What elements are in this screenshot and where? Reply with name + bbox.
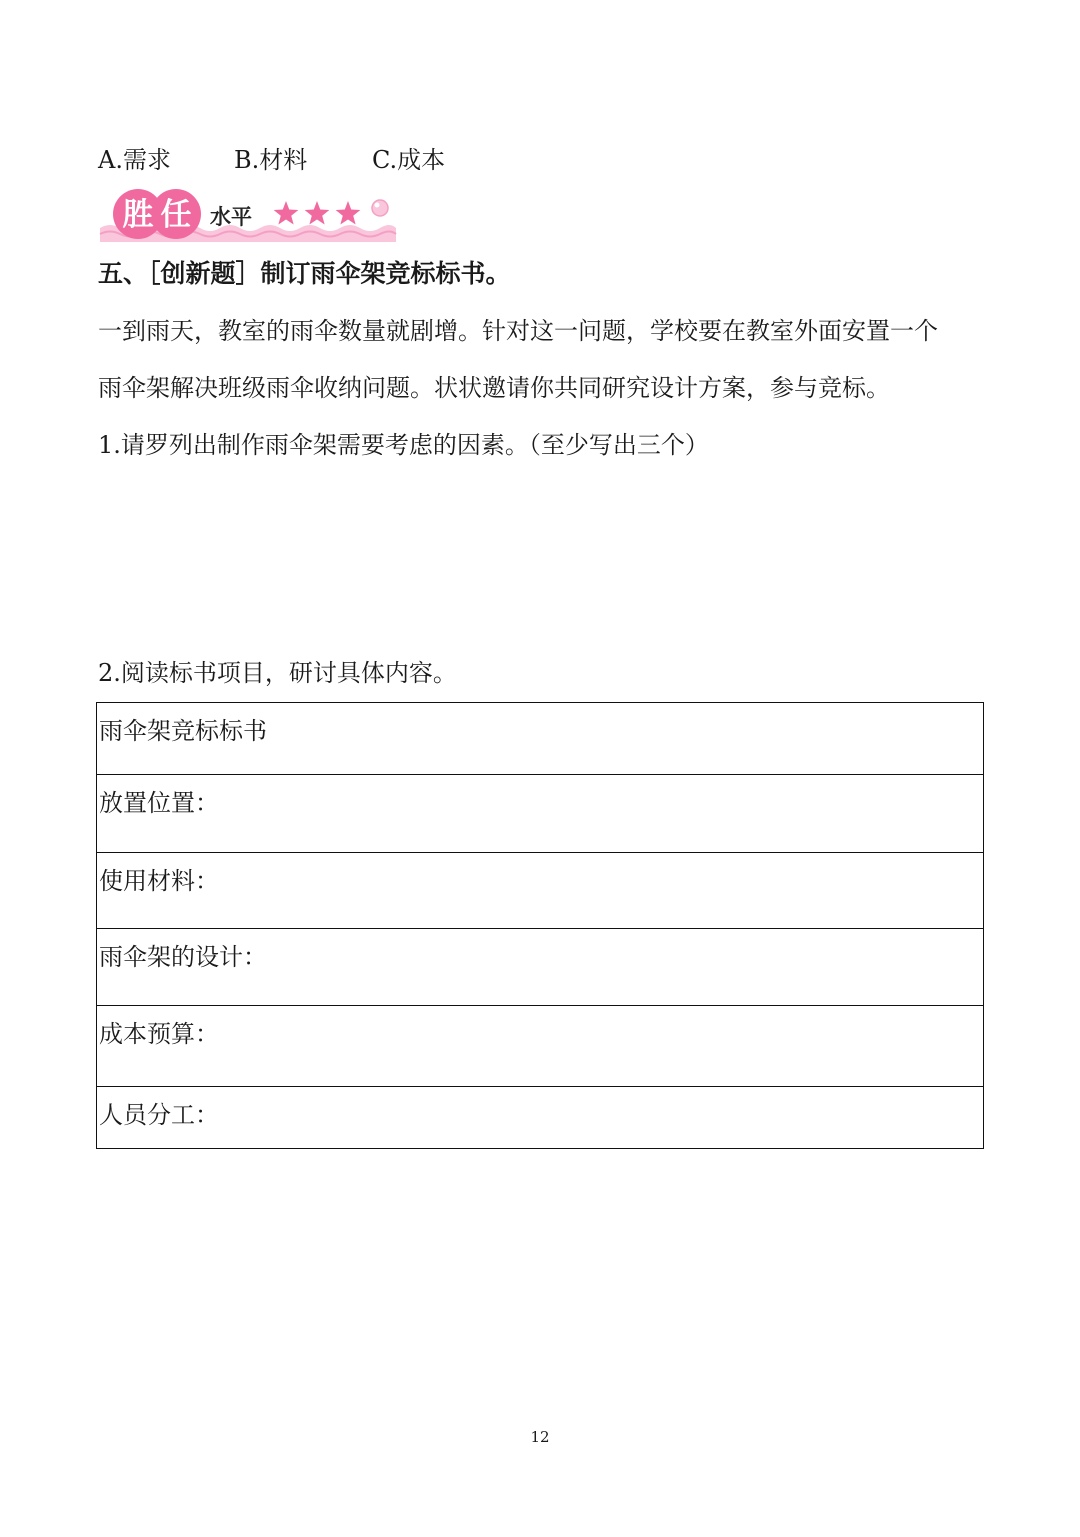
level-badge-graphic: [98, 188, 398, 244]
star-icon: [305, 201, 330, 225]
bid-row-materials: 使用材料：: [97, 853, 983, 929]
option-b: B.材料: [234, 146, 308, 174]
bid-table-title-row: 雨伞架竞标标书: [97, 703, 983, 775]
badge-label-char-1: 胜: [122, 197, 154, 233]
question-1: 1.请罗列出制作雨伞架需要考虑的因素。（至少写出三个）: [98, 431, 709, 459]
option-a: A.需求: [98, 146, 171, 174]
paragraph-line-1: 一到雨天，教室的雨伞数量就剧增。针对这一问题，学校要在教室外面安置一个: [98, 317, 938, 345]
answer-options: [98, 142, 445, 178]
question-heading: 五、［创新题］制订雨伞架竞标标书。: [98, 259, 511, 288]
page-number: 12: [530, 1428, 550, 1446]
level-badge: [98, 188, 398, 244]
badge-label-char-2: 任: [160, 197, 192, 233]
decor-bubble-icon: [372, 200, 388, 216]
star-icon: [336, 201, 361, 225]
question-2: 2.阅读标书项目，研讨具体内容。: [98, 659, 457, 687]
bid-row-budget: 成本预算：: [97, 1006, 983, 1087]
bid-row-staffing: 人员分工：: [99, 1101, 219, 1129]
rating-stars: [274, 201, 361, 225]
bid-table: [96, 702, 984, 1149]
option-c: C.成本: [372, 146, 446, 174]
paragraph-line-2: 雨伞架解决班级雨伞收纳问题。状状邀请你共同研究设计方案，参与竞标。: [98, 374, 890, 402]
star-icon: [274, 201, 299, 225]
bid-row-design: 雨伞架的设计：: [97, 929, 983, 1006]
bid-row-location: 放置位置：: [97, 775, 983, 853]
badge-sublabel: 水平: [210, 205, 252, 229]
